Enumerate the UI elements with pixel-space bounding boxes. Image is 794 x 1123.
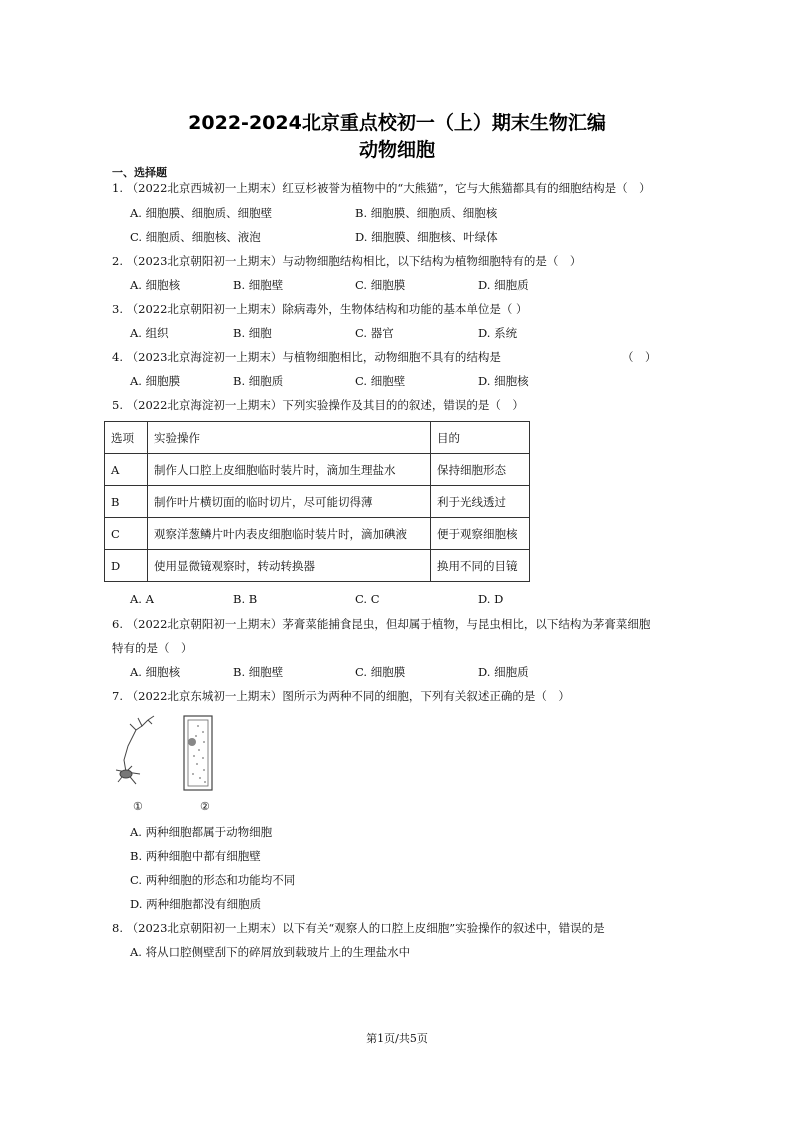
neuron-illustration — [116, 716, 154, 784]
q4-option-b: B. 细胞质 — [233, 374, 284, 388]
q3-option-d: D. 系统 — [478, 326, 518, 340]
q4-answer-paren: （ ） — [622, 350, 657, 364]
q7-option-c: C. 两种细胞的形态和功能均不同 — [130, 873, 296, 887]
table-header-row — [105, 422, 530, 454]
experiment-table — [104, 421, 530, 582]
table-header: 目的 — [431, 422, 530, 454]
q4-option-a: A. 细胞膜 — [130, 374, 181, 388]
table-cell: 观察洋葱鳞片叶内表皮细胞临时装片时，滴加碘液 — [148, 518, 431, 550]
q5-option-d: D. D — [478, 592, 504, 606]
plant-cell-illustration — [184, 716, 212, 790]
q4-option-c: C. 细胞壁 — [355, 374, 406, 388]
table-cell: B — [105, 486, 148, 518]
q4-option-d: D. 细胞核 — [478, 374, 529, 388]
page-subtitle: 动物细胞 — [358, 139, 435, 161]
table-cell: 保持细胞形态 — [431, 454, 530, 486]
table-cell: 制作叶片横切面的临时切片，尽可能切得薄 — [148, 486, 431, 518]
question-3: 3. （2022北京朝阳初一上期末）除病毒外，生物体结构和功能的基本单位是（ ） — [112, 302, 528, 316]
q2-option-a: A. 细胞核 — [130, 278, 181, 292]
question-5: 5. （2022北京海淀初一上期末）下列实验操作及其目的的叙述，错误的是（ ） — [112, 398, 524, 412]
cell-illustration — [108, 712, 228, 794]
question-6: 6. （2022北京朝阳初一上期末）茅膏菜能捕食昆虫，但却属于植物，与昆虫相比，以下结构为茅膏菜细胞 — [112, 617, 651, 631]
table-row — [105, 518, 530, 550]
q2-option-c: C. 细胞膜 — [355, 278, 406, 292]
table-cell: C — [105, 518, 148, 550]
q5-option-a: A. A — [130, 592, 154, 606]
table-row — [105, 486, 530, 518]
q6-option-c: C. 细胞膜 — [355, 665, 406, 679]
question-2: 2. （2023北京朝阳初一上期末）与动物细胞结构相比，以下结构为植物细胞特有的是（ ） — [112, 254, 582, 268]
q6-option-d: D. 细胞质 — [478, 665, 529, 679]
table-cell: 利于光线透过 — [431, 486, 530, 518]
q6-option-b: B. 细胞壁 — [233, 665, 284, 679]
cell-label-1: ① — [133, 800, 143, 813]
cell-label-2: ② — [200, 800, 210, 813]
page-footer: 第1页/共5页 — [366, 1032, 428, 1045]
table-header: 选项 — [105, 422, 148, 454]
q2-option-d: D. 细胞质 — [478, 278, 529, 292]
q1-option-c: C. 细胞质、细胞核、液泡 — [130, 230, 261, 244]
q8-option-a: A. 将从口腔侧壁刮下的碎屑放到载玻片上的生理盐水中 — [130, 945, 411, 959]
q3-option-b: B. 细胞 — [233, 326, 272, 340]
question-7: 7. （2022北京东城初一上期末）图所示为两种不同的细胞，下列有关叙述正确的是（ ） — [112, 689, 570, 703]
table-cell: 便于观察细胞核 — [431, 518, 530, 550]
table-cell: A — [105, 454, 148, 486]
table-cell: 使用显微镜观察时，转动转换器 — [148, 550, 431, 582]
question-4: 4. （2023北京海淀初一上期末）与植物细胞相比，动物细胞不具有的结构是 — [112, 350, 501, 364]
section-heading: 一、选择题 — [112, 166, 167, 179]
table-row — [105, 550, 530, 582]
q2-option-b: B. 细胞壁 — [233, 278, 284, 292]
table-row — [105, 454, 530, 486]
q5-option-b: B. B — [233, 592, 258, 606]
table-header: 实验操作 — [148, 422, 431, 454]
q6-option-a: A. 细胞核 — [130, 665, 181, 679]
q3-option-c: C. 器官 — [355, 326, 394, 340]
question-1: 1. （2022北京西城初一上期末）红豆杉被誉为植物中的“大熊猫”，它与大熊猫都具有的细胞结构是（ ） — [112, 181, 651, 195]
table-cell: 换用不同的目镜 — [431, 550, 530, 582]
page-title: 2022-2024北京重点校初一（上）期末生物汇编 — [188, 112, 606, 134]
q7-option-b: B. 两种细胞中都有细胞壁 — [130, 849, 261, 863]
q5-option-c: C. C — [355, 592, 380, 606]
q7-option-a: A. 两种细胞都属于动物细胞 — [130, 825, 273, 839]
table-cell: 制作人口腔上皮细胞临时装片时，滴加生理盐水 — [148, 454, 431, 486]
q7-option-d: D. 两种细胞都没有细胞质 — [130, 897, 262, 911]
question-6-continued: 特有的是（ ） — [112, 641, 193, 655]
q1-option-a: A. 细胞膜、细胞质、细胞壁 — [130, 206, 273, 220]
q1-option-d: D. 细胞膜、细胞核、叶绿体 — [355, 230, 498, 244]
question-8: 8. （2023北京朝阳初一上期末）以下有关“观察人的口腔上皮细胞”实验操作的叙述中，错误的是 — [112, 921, 605, 935]
table-cell: D — [105, 550, 148, 582]
q3-option-a: A. 组织 — [130, 326, 169, 340]
q1-option-b: B. 细胞膜、细胞质、细胞核 — [355, 206, 498, 220]
